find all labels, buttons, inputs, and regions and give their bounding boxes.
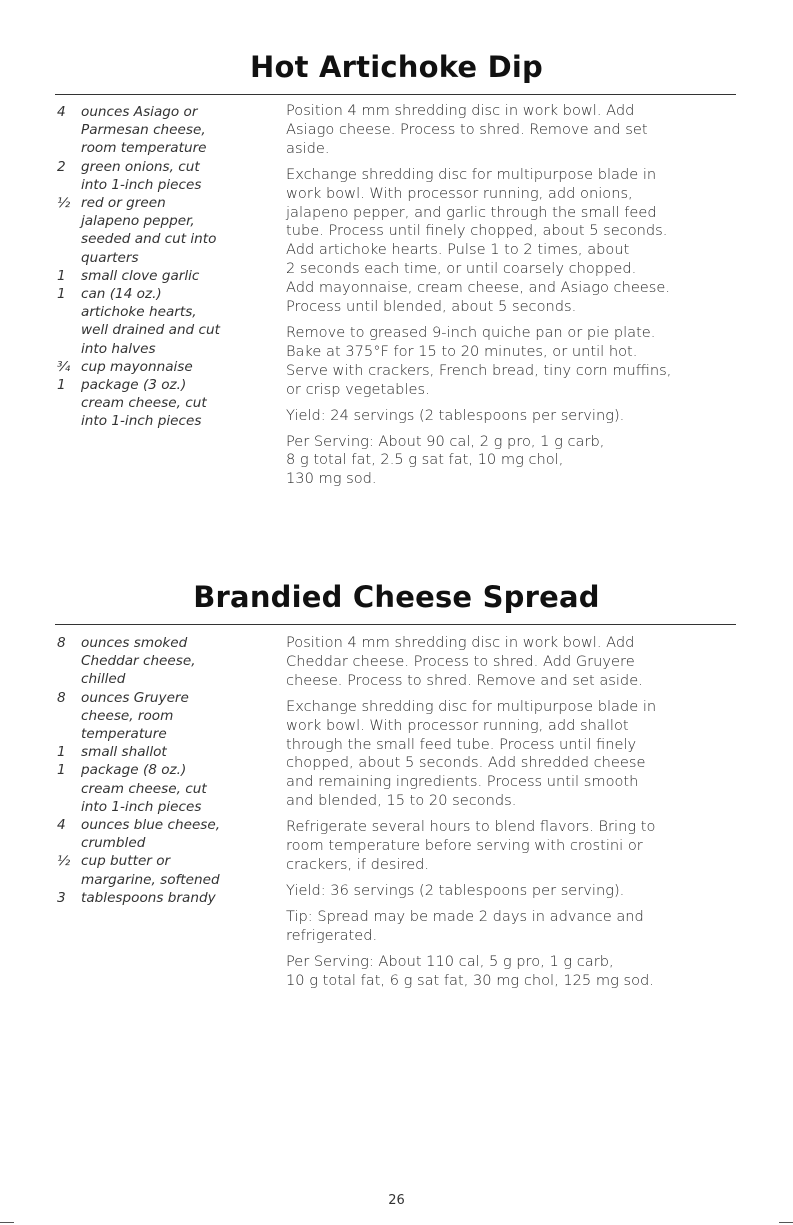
ingredient-item — [55, 634, 265, 689]
ingredient-quantity: ½ — [57, 195, 71, 212]
ingredient-quantity: 1 — [57, 377, 66, 394]
ingredient-item — [55, 358, 265, 376]
ingredient-quantity: 8 — [57, 689, 66, 706]
title-divider — [55, 94, 736, 95]
ingredient-item — [55, 376, 265, 431]
ingredient-quantity: 1 — [57, 762, 66, 779]
ingredient-text: small shallot — [81, 744, 167, 761]
ingredient-item — [55, 852, 265, 888]
tip-text: Tip: Spread may be made 2 days in advance and refrigerated. — [286, 907, 644, 944]
ingredient-item — [55, 743, 265, 761]
ingredient-text: tablespoons brandy — [81, 889, 216, 906]
ingredient-item — [55, 689, 265, 744]
ingredient-quantity: 3 — [57, 889, 66, 906]
ingredient-text: ounces Gruyere cheese, room temperature — [81, 689, 189, 743]
ingredient-quantity: 4 — [57, 817, 66, 834]
ingredient-item — [55, 267, 265, 285]
crop-mark-left — [0, 1222, 14, 1223]
ingredient-item — [55, 816, 265, 852]
ingredient-list-hot-artichoke-dip — [55, 103, 265, 431]
ingredient-quantity: 1 — [57, 286, 66, 303]
ingredient-quantity: 2 — [57, 158, 66, 175]
ingredient-quantity: 8 — [57, 635, 66, 651]
ingredient-text: cup butter or margarine, softened — [81, 853, 220, 888]
ingredient-text: small clove garlic — [81, 267, 200, 284]
recipe-title-brandied-cheese-spread: Brandied Cheese Spread — [193, 580, 600, 614]
yield-text: Yield: 24 servings (2 tablespoons per serving). — [286, 406, 625, 424]
ingredient-text: cup mayonnaise — [81, 358, 193, 375]
ingredient-text: green onions, cut into 1-inch pieces — [81, 158, 202, 193]
direction-paragraph: Refrigerate several hours to blend flavors. Bring to room temperature before serving with crostini or crackers, if desired. — [286, 818, 656, 873]
ingredient-text: package (3 oz.) cream cheese, cut into 1-inch pieces — [81, 377, 207, 430]
crop-mark-right — [779, 1222, 793, 1223]
direction-paragraph: Position 4 mm shredding disc in work bowl. Add Asiago cheese. Process to shred. Remove and set aside. — [286, 102, 648, 157]
nutrition-text: Per Serving: About 110 cal, 5 g pro, 1 g carb, 10 g total fat, 6 g sat fat, 30 mg chol, 125 mg sod. — [286, 952, 654, 989]
ingredient-list-brandied-cheese-spread — [55, 634, 265, 907]
ingredient-quantity: 4 — [57, 104, 66, 120]
recipe-title-hot-artichoke-dip: Hot Artichoke Dip — [250, 50, 543, 84]
direction-paragraph: Exchange shredding disc for multipurpose blade in work bowl. With processor running, add onions, jalapeno pepper, and garlic through the small feed tube. Process until finely chopped, about 5 seconds. Add artichoke hearts. Pulse 1 to 2 times, about 2 seconds each time, or until coarsely chopped. Add mayonnaise, cream cheese, and Asiago cheese. Process until blended, about 5 seconds. — [286, 165, 670, 316]
direction-paragraph: Position 4 mm shredding disc in work bowl. Add Cheddar cheese. Process to shred. Add Gruyere cheese. Process to shred. Remove and set aside. — [286, 634, 643, 689]
ingredient-item — [55, 103, 265, 158]
ingredient-item — [55, 158, 265, 194]
ingredient-item — [55, 285, 265, 358]
ingredient-text: package (8 oz.) cream cheese, cut into 1-inch pieces — [81, 762, 207, 815]
ingredient-item — [55, 761, 265, 816]
ingredient-item — [55, 889, 265, 907]
ingredient-quantity: 1 — [57, 744, 66, 761]
ingredient-text: ounces smoked Cheddar cheese, chilled — [81, 635, 196, 688]
page-number: 26 — [388, 1193, 405, 1208]
ingredient-text: red or green jalapeno pepper, seeded and cut into quarters — [81, 195, 217, 266]
ingredient-quantity: 1 — [57, 267, 66, 284]
yield-text: Yield: 36 servings (2 tablespoons per serving). — [286, 881, 625, 899]
ingredient-item — [55, 194, 265, 267]
ingredient-quantity: ¾ — [57, 358, 71, 375]
directions-hot-artichoke-dip — [286, 102, 746, 496]
ingredient-text: ounces Asiago or Parmesan cheese, room temperature — [81, 104, 207, 157]
ingredient-text: can (14 oz.) artichoke hearts, well drained and cut into halves — [81, 286, 220, 357]
title-divider — [55, 624, 736, 625]
direction-paragraph: Exchange shredding disc for multipurpose blade in work bowl. With processor running, add shallot through the small feed tube. Process until finely chopped, about 5 seconds. Add shredded cheese and remaining ingredients. Process until smooth and blended, 15 to 20 seconds. — [286, 697, 657, 810]
ingredient-text: ounces blue cheese, crumbled — [81, 817, 221, 852]
nutrition-text: Per Serving: About 90 cal, 2 g pro, 1 g carb, 8 g total fat, 2.5 g sat fat, 10 mg chol, 130 mg sod. — [286, 432, 605, 488]
directions-brandied-cheese-spread — [286, 634, 746, 997]
ingredient-quantity: ½ — [57, 853, 71, 870]
direction-paragraph: Remove to greased 9-inch quiche pan or pie plate. Bake at 375°F for 15 to 20 minutes, or until hot. Serve with crackers, French bread, tiny corn muffins, or crisp vegetables. — [286, 323, 672, 398]
